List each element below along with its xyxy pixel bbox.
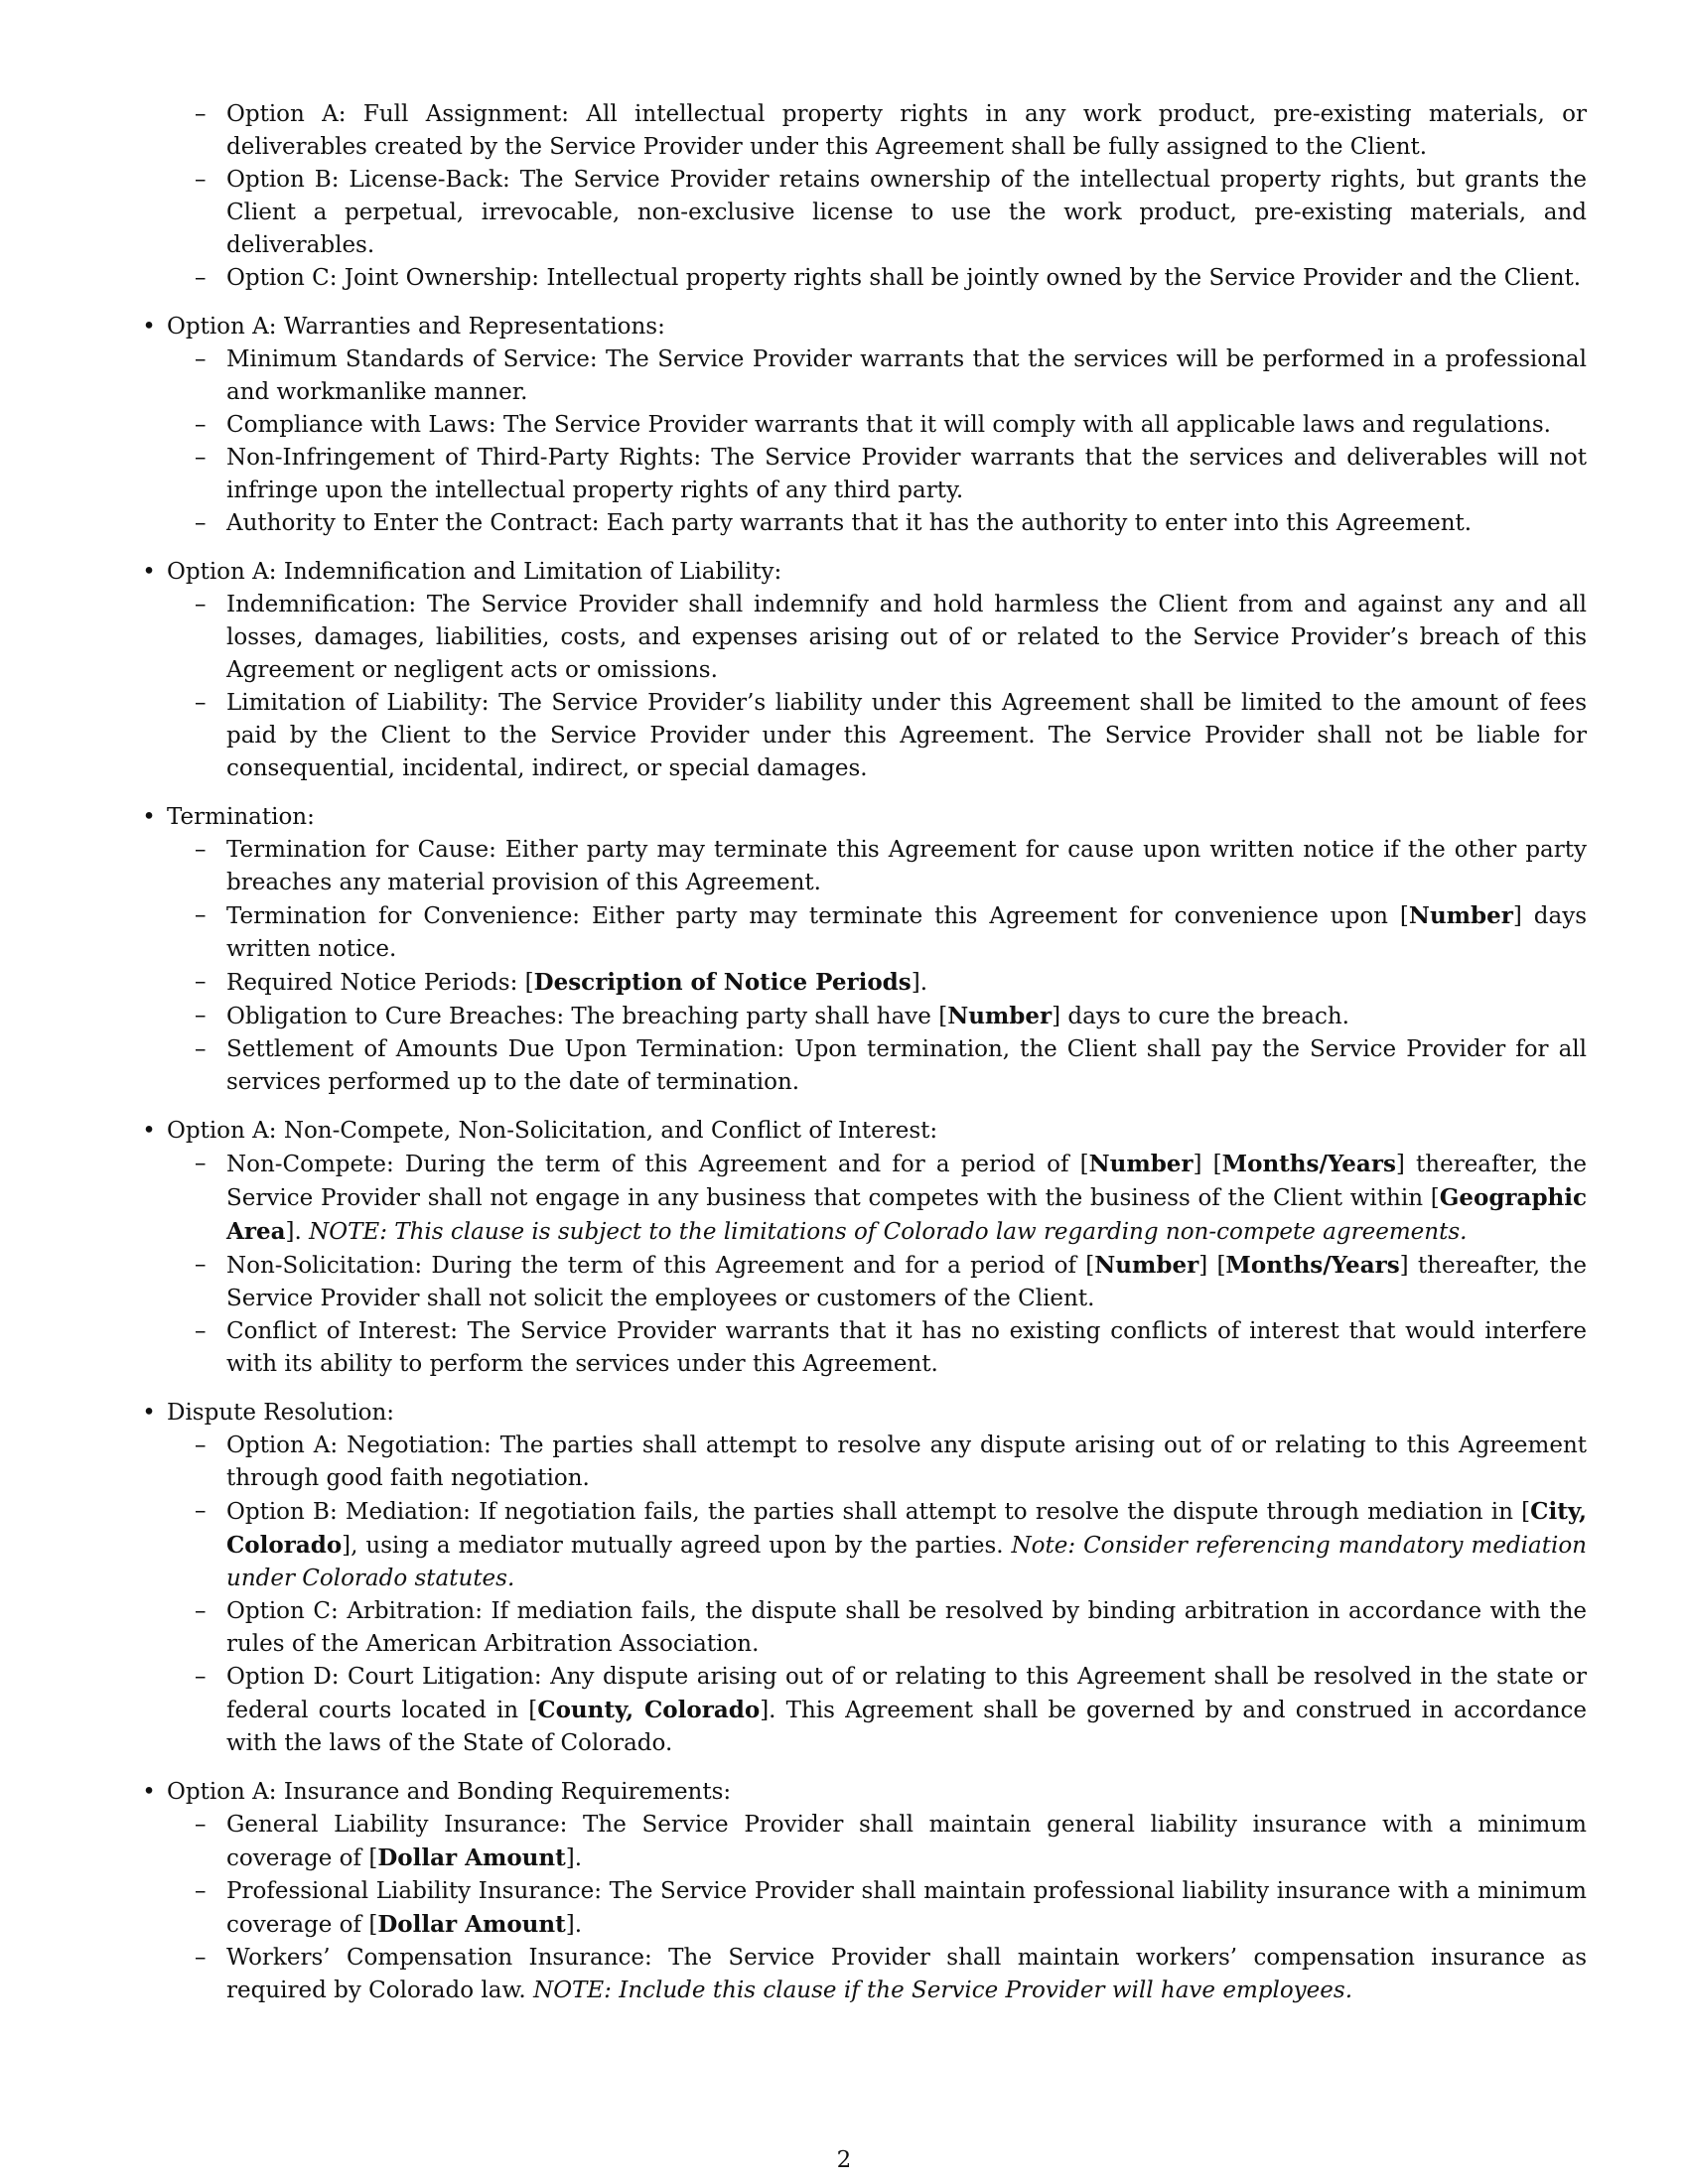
item-text: Minimum Standards of Service: The Service Provider warrants that the services will be performed in a professional and workmanlike manner. [226,346,1587,405]
item-text: Option C: Joint Ownership: Intellectual property rights shall be jointly owned by the Service Provider and the Client. [226,265,1582,291]
placeholder-months-years: Months/Years [1225,1252,1400,1279]
placeholder-dollar-amount: Dollar Amount [377,1911,566,1938]
text-part: ]. [565,1845,583,1871]
placeholder-notice-periods: Description of Notice Periods [533,969,912,996]
item-text: Option A: Negotiation: The parties shall attempt to resolve any dispute arising out of or relating to this Agreement through good faith negotiation. [226,1433,1587,1491]
bullet-marker: • [142,559,156,585]
dash-marker: – [195,1036,207,1062]
dash-marker: – [195,1003,207,1028]
list-item [195,1033,1587,1099]
text-part: Non-Compete: During the term of this Agreement and for a period of [ [226,1152,1089,1177]
dash-marker: – [195,1878,207,1904]
placeholder-city: City, Colorado [226,1498,1587,1559]
item-text: Option A: Full Assignment: All intellectual property rights in any work product, pre-existing materials, or deliverables created by the Service Provider under this Agreement shall be fully assigned to the Client. [226,101,1587,160]
list-item [195,966,1587,1000]
section-heading: Option A: Insurance and Bonding Requirements: [167,1779,732,1805]
dash-marker: – [195,445,207,471]
dash-marker: – [195,1151,207,1176]
dash-marker: – [195,265,207,291]
list-item [195,1875,1587,1942]
section-insurance [142,1776,1587,2007]
section-heading: Option A: Indemnification and Limitation of Liability: [167,559,782,585]
placeholder-county: County, Colorado [537,1697,761,1723]
section-indemnification [142,556,1587,785]
item-text-end: ]. [911,970,928,996]
text-part: Option B: Mediation: If negotiation fails, the parties shall attempt to resolve the dispute through mediation in [ [226,1499,1531,1525]
dash-marker: – [195,592,207,617]
dash-marker: – [195,1664,207,1690]
list-item [195,164,1587,262]
list-item [195,1430,1587,1495]
item-text: Limitation of Liability: The Service Provider’s liability under this Agreement shall be limited to the amount of fees paid by the Client to the Service Provider under this Agreement. The Service Provider shall not be liable for consequential, incidental, indirect, or special damages. [226,690,1587,781]
dash-marker: – [195,902,207,928]
item-text: Conflict of Interest: The Service Provider warrants that it has no existing conflicts of interest that would interfere with its ability to perform the services under this Agreement. [226,1318,1587,1377]
list-item [195,687,1587,785]
ip-options-list [167,98,1587,295]
dash-marker: – [195,510,207,536]
list-item [195,98,1587,164]
list-item [195,1942,1587,2007]
list-item [195,442,1587,507]
section-heading: Option A: Warranties and Representations: [167,314,665,340]
dash-marker: – [195,690,207,716]
document-body [142,98,1588,2023]
dash-marker: – [195,101,207,127]
item-text: Termination for Cause: Either party may terminate this Agreement for cause upon written notice if the other party breaches any material provision of this Agreement. [226,837,1587,895]
list-item [195,262,1587,295]
text-part: ], using a mediator mutually agreed upon by the parties. [342,1533,1012,1559]
item-text-start: Termination for Convenience: Either party may terminate this Agreement for convenience upon [ [226,903,1409,929]
dash-marker: – [195,969,207,995]
item-text-start: Obligation to Cure Breaches: The breaching party shall have [ [226,1004,948,1029]
text-part: ] [ [1198,1253,1226,1279]
placeholder-months-years: Months/Years [1221,1151,1396,1177]
bullet-marker: • [142,1779,156,1805]
text-part: Workers’ Compensation Insurance: The Service Provider shall maintain workers’ compensation insurance as required by Colorado law. [226,1945,1587,2003]
section-heading: Option A: Non-Compete, Non-Solicitation, and Conflict of Interest: [167,1118,938,1144]
list-item [195,507,1587,540]
dash-marker: – [195,1945,207,1971]
item-text: Authority to Enter the Contract: Each party warrants that it has the authority to enter into this Agreement. [226,510,1473,536]
clause-list [142,311,1588,2007]
list-item [195,1595,1587,1661]
list-item [195,1249,1587,1315]
text-part: Non-Solicitation: During the term of this Agreement and for a period of [ [226,1253,1095,1279]
item-text: Non-Infringement of Third-Party Rights: The Service Provider warrants that the services and deliverables will not infringe upon the intellectual property rights of any third party. [226,445,1587,503]
section-termination [142,801,1587,1099]
bullet-marker: • [142,1118,156,1144]
section-dispute-resolution [142,1397,1588,1760]
section-heading: Termination: [167,804,315,830]
dash-marker: – [195,167,207,193]
italic-note: NOTE: Include this clause if the Service Provider will have employees. [533,1978,1353,2003]
item-text-start: Required Notice Periods: [ [226,970,534,996]
placeholder-dollar-amount: Dollar Amount [377,1844,566,1871]
list-item [195,1495,1587,1595]
item-text-end: ] days to cure the breach. [1052,1004,1349,1029]
list-item [195,1000,1587,1033]
dash-marker: – [195,1318,207,1344]
bullet-marker: • [142,804,156,830]
placeholder-number: Number [1094,1252,1199,1279]
dash-marker: – [195,412,207,438]
list-item [195,1148,1587,1249]
dash-marker: – [195,346,207,372]
dash-marker: – [195,1598,207,1624]
list-item [195,1661,1588,1760]
section-warranties [142,311,1587,540]
item-text: Compliance with Laws: The Service Provider warrants that it will comply with all applicable laws and regulations. [226,412,1551,438]
bullet-marker: • [142,1400,156,1426]
text-part: Option D: Court Litigation: Any dispute arising out of or relating to this Agreement shall be resolved in the state or federal courts located in [ [226,1664,1587,1723]
text-part: General Liability Insurance: The Service Provider shall maintain general liability insurance with a minimum coverage of [ [226,1812,1587,1871]
text-part: ] [ [1193,1152,1222,1177]
italic-note: Note: Consider referencing mandatory mediation under Colorado statutes. [226,1533,1587,1591]
section-heading: Dispute Resolution: [167,1400,395,1426]
list-item [195,589,1587,687]
list-item [195,834,1587,899]
item-text: Settlement of Amounts Due Upon Termination: Upon termination, the Client shall pay the Service Provider for all services performed up to the date of termination. [226,1036,1587,1095]
list-item [195,409,1587,442]
text-part: ]. This Agreement shall be governed by and construed in accordance with the laws of the State of Colorado. [226,1698,1588,1756]
text-part: ]. [285,1219,310,1245]
list-item [195,343,1587,409]
list-item [195,1315,1587,1381]
text-part: Professional Liability Insurance: The Service Provider shall maintain professional liability insurance with a minimum coverage of [ [226,1878,1587,1938]
text-part: ] thereafter, the Service Provider shall not engage in any business that competes with the business of the Client within [ [226,1152,1587,1211]
placeholder-number: Number [947,1003,1053,1029]
dash-marker: – [195,1812,207,1838]
dash-marker: – [195,1433,207,1458]
item-text: Option B: License-Back: The Service Provider retains ownership of the intellectual property rights, but grants the Client a perpetual, irrevocable, non-exclusive license to use the work product, pre-existing materials, and deliverables. [226,167,1587,258]
text-part: ]. [565,1912,583,1938]
italic-note: NOTE: This clause is subject to the limitations of Colorado law regarding non-compete agreements. [309,1219,1468,1245]
list-item [195,1809,1587,1875]
item-text-end: ] days written notice. [226,903,1587,962]
dash-marker: – [195,1252,207,1278]
page-number: 2 [836,2147,852,2173]
section-noncompete [142,1115,1587,1381]
dash-marker: – [195,837,207,863]
item-text: Indemnification: The Service Provider shall indemnify and hold harmless the Client from and against any and all losses, damages, liabilities, costs, and expenses arising out of or related to the Service Provider’s breach of this Agreement or negligent acts or omissions. [226,592,1587,683]
list-item [195,899,1587,966]
dash-marker: – [195,1498,207,1524]
placeholder-number: Number [1088,1151,1194,1177]
placeholder-geographic-area: Geographic Area [226,1184,1587,1245]
item-text: Option C: Arbitration: If mediation fails, the dispute shall be resolved by binding arbitration in accordance with the rules of the American Arbitration Association. [226,1598,1587,1657]
placeholder-number: Number [1408,902,1513,929]
text-part: ] thereafter, the Service Provider shall not solicit the employees or customers of the Client. [226,1253,1587,1311]
bullet-marker: • [142,314,156,340]
